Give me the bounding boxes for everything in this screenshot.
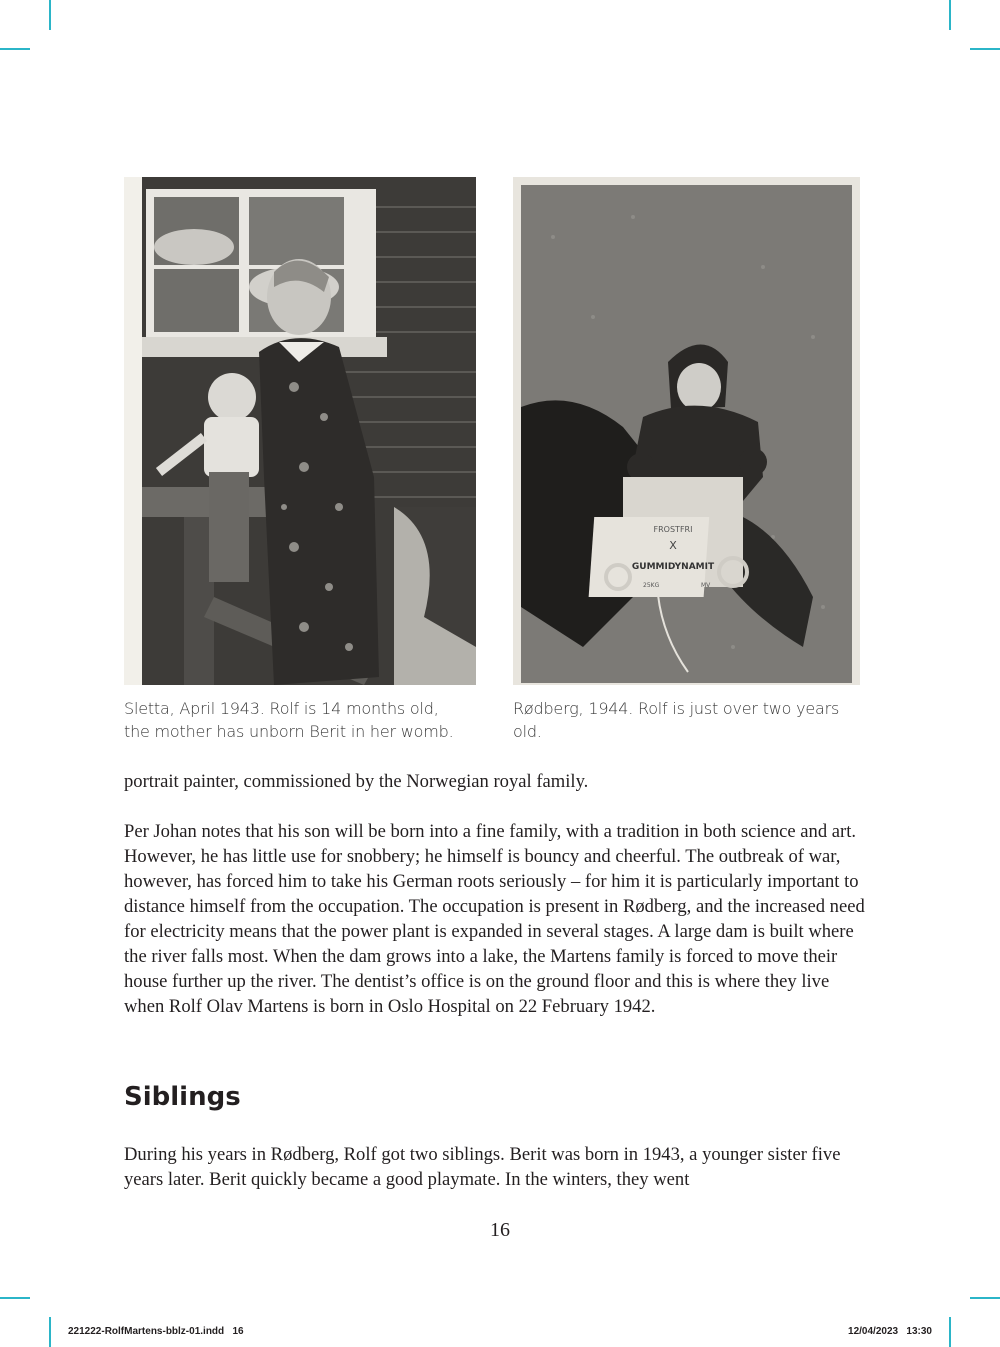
crop-mark bbox=[949, 0, 951, 30]
paragraph: portrait painter, commissioned by the Norwegian royal family. bbox=[124, 771, 589, 792]
rodberg-caption: Rødberg, 1944. Rolf is just over two years old. bbox=[513, 699, 840, 741]
crate-text-mv: MV bbox=[701, 582, 711, 589]
crop-mark bbox=[0, 48, 30, 50]
crop-mark bbox=[0, 1297, 30, 1299]
slug-datetime: 12/04/2023 13:30 bbox=[848, 1326, 932, 1337]
crate-text-frostfri: FROSTFRI bbox=[653, 525, 693, 534]
crate-text-weight: 25KG bbox=[643, 582, 660, 589]
section-heading: Siblings bbox=[124, 1082, 241, 1112]
sletta-photo bbox=[124, 177, 476, 685]
crop-mark bbox=[49, 1317, 51, 1347]
crop-mark bbox=[970, 1297, 1000, 1299]
rodberg-photo bbox=[513, 177, 860, 685]
crate-text-x: X bbox=[669, 539, 677, 552]
crate-text-gummidynamit: GUMMIDYNAMIT bbox=[631, 562, 715, 572]
page-number: 16 bbox=[490, 1219, 510, 1241]
slug-filename: 221222-RolfMartens-bblz-01.indd 16 bbox=[68, 1326, 244, 1337]
paragraph: Per Johan notes that his son will be born into a fine family, with a tradition in both science and art. However, he has little use for snobbery; he himself is bouncy and cheerful. The outbreak of war, however, has forced him to take his German roots seriously – for him it is particularly important to distance himself from the occupation. The occupation is present in Rødberg, and the increased need for electricity means that the power plant is expanded in several stages. A large dam is built where the river falls most. When the dam grows into a lake, the Martens family is forced to move their house further up the river. The dentist’s office is on the ground floor and this is where they live when Rolf Olav Martens is born in Oslo Hospital on 22 February 1942. bbox=[124, 821, 865, 1017]
crop-mark bbox=[970, 48, 1000, 50]
sletta-caption: Sletta, April 1943. Rolf is 14 months old, the mother has unborn Berit in her womb. bbox=[124, 699, 454, 741]
crop-mark bbox=[949, 1317, 951, 1347]
crop-mark bbox=[49, 0, 51, 30]
paragraph: During his years in Rødberg, Rolf got two siblings. Berit was born in 1943, a younger sister five years later. Berit quickly became a good playmate. In the winters, they went bbox=[124, 1144, 841, 1190]
